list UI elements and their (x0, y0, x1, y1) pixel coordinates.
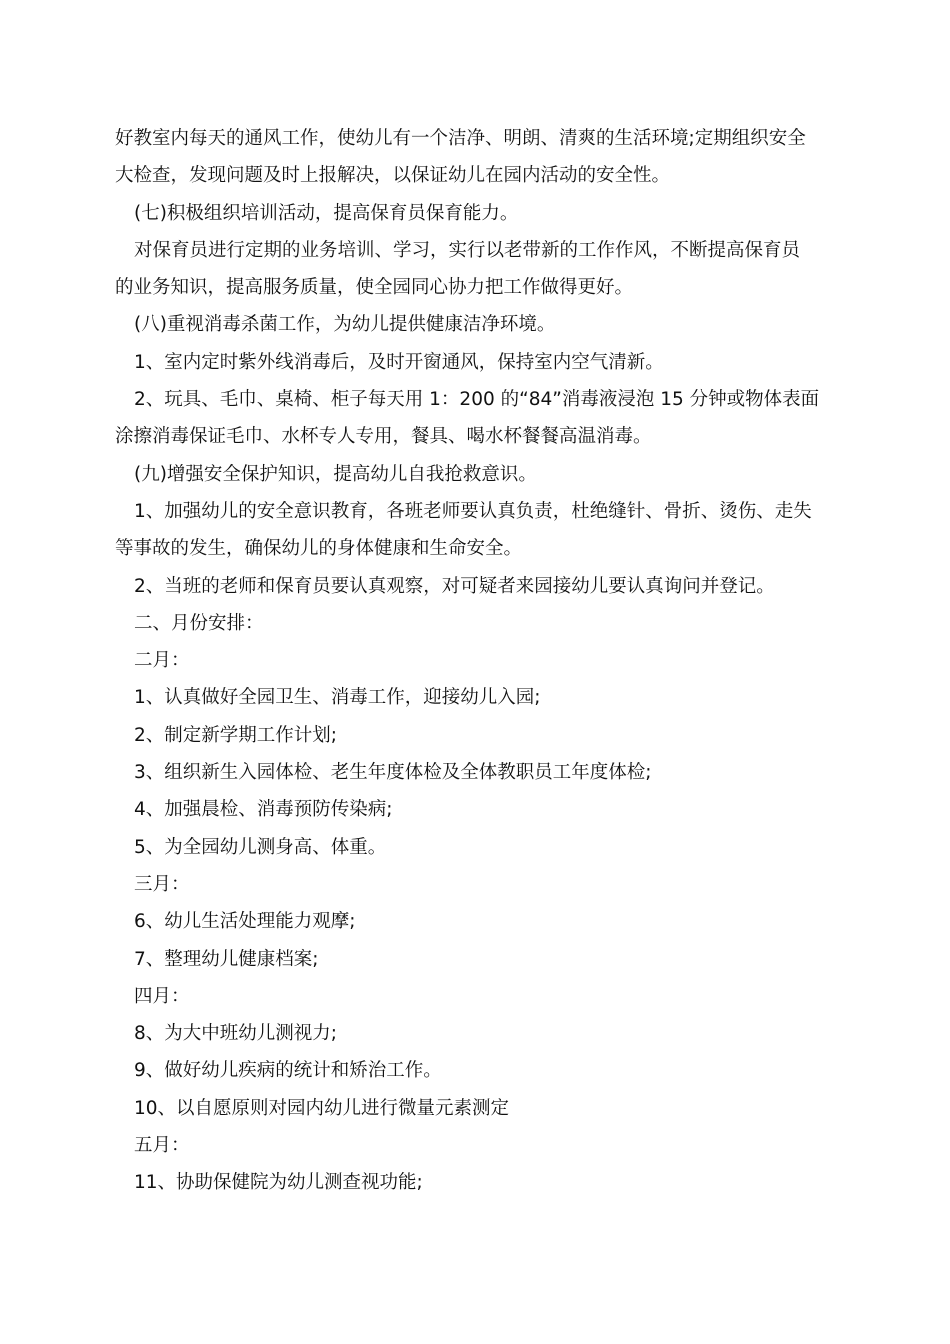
text-line: 10、以自愿原则对园内幼儿进行微量元素测定 (134, 1097, 510, 1119)
text-line: 四月： (134, 985, 190, 1007)
text-line: 2、制定新学期工作计划; (134, 724, 338, 746)
text-line: (七)积极组织培训活动，提高保育员保育能力。 (134, 202, 519, 224)
text-line: (九)增强安全保护知识，提高幼儿自我抢救意识。 (134, 463, 537, 485)
text-line: 1、加强幼儿的安全意识教育，各班老师要认真负责，杜绝缝针、骨折、烫伤、走失 (134, 500, 812, 522)
text-line: 的业务知识，提高服务质量，使全园同心协力把工作做得更好。 (115, 277, 634, 299)
text-line: 4、加强晨检、消毒预防传染病; (134, 799, 393, 821)
text-line: 涂擦消毒保证毛巾、水杯专人专用，餐具、喝水杯餐餐高温消毒。 (115, 426, 652, 448)
text-line: 1、室内定时紫外线消毒后，及时开窗通风，保持室内空气清新。 (134, 351, 664, 373)
text-line: 9、做好幼儿疾病的统计和矫治工作。 (134, 1060, 442, 1082)
text-line: 1、认真做好全园卫生、消毒工作，迎接幼儿入园; (134, 687, 541, 709)
text-line: 2、当班的老师和保育员要认真观察，对可疑者来园接幼儿要认真询问并登记。 (134, 575, 775, 597)
text-line: 三月： (134, 873, 190, 895)
text-line: 好教室内每天的通风工作，使幼儿有一个洁净、明朗、清爽的生活环境;定期组织安全 (115, 128, 806, 149)
text-line: 对保育员进行定期的业务培训、学习，实行以老带新的工作作风，不断提高保育员 (134, 239, 801, 261)
text-line: 等事故的发生，确保幼儿的身体健康和生命安全。 (115, 538, 523, 560)
text-line: 二月： (134, 650, 190, 672)
text-line: 五月： (134, 1135, 190, 1157)
text-line: 7、整理幼儿健康档案; (134, 948, 319, 970)
text-line: 5、为全园幼儿测身高、体重。 (134, 836, 387, 858)
text-line: 大检查，发现问题及时上报解决，以保证幼儿在园内活动的安全性。 (115, 165, 671, 187)
text-line: 二、月份安排： (134, 612, 264, 634)
text-line: 3、组织新生入园体检、老生年度体检及全体教职员工年度体检; (134, 762, 652, 784)
text-line: 8、为大中班幼儿测视力; (134, 1023, 338, 1045)
text-line: (八)重视消毒杀菌工作，为幼儿提供健康洁净环境。 (134, 314, 556, 336)
document-body (115, 120, 835, 1202)
text-line: 11、协助保健院为幼儿测查视功能; (134, 1172, 423, 1194)
text-line: 6、幼儿生活处理能力观摩; (134, 911, 356, 933)
text-line: 2、玩具、毛巾、桌椅、柜子每天用 1：200 的“84”消毒液浸泡 15 分钟或物体表面 (134, 389, 820, 411)
